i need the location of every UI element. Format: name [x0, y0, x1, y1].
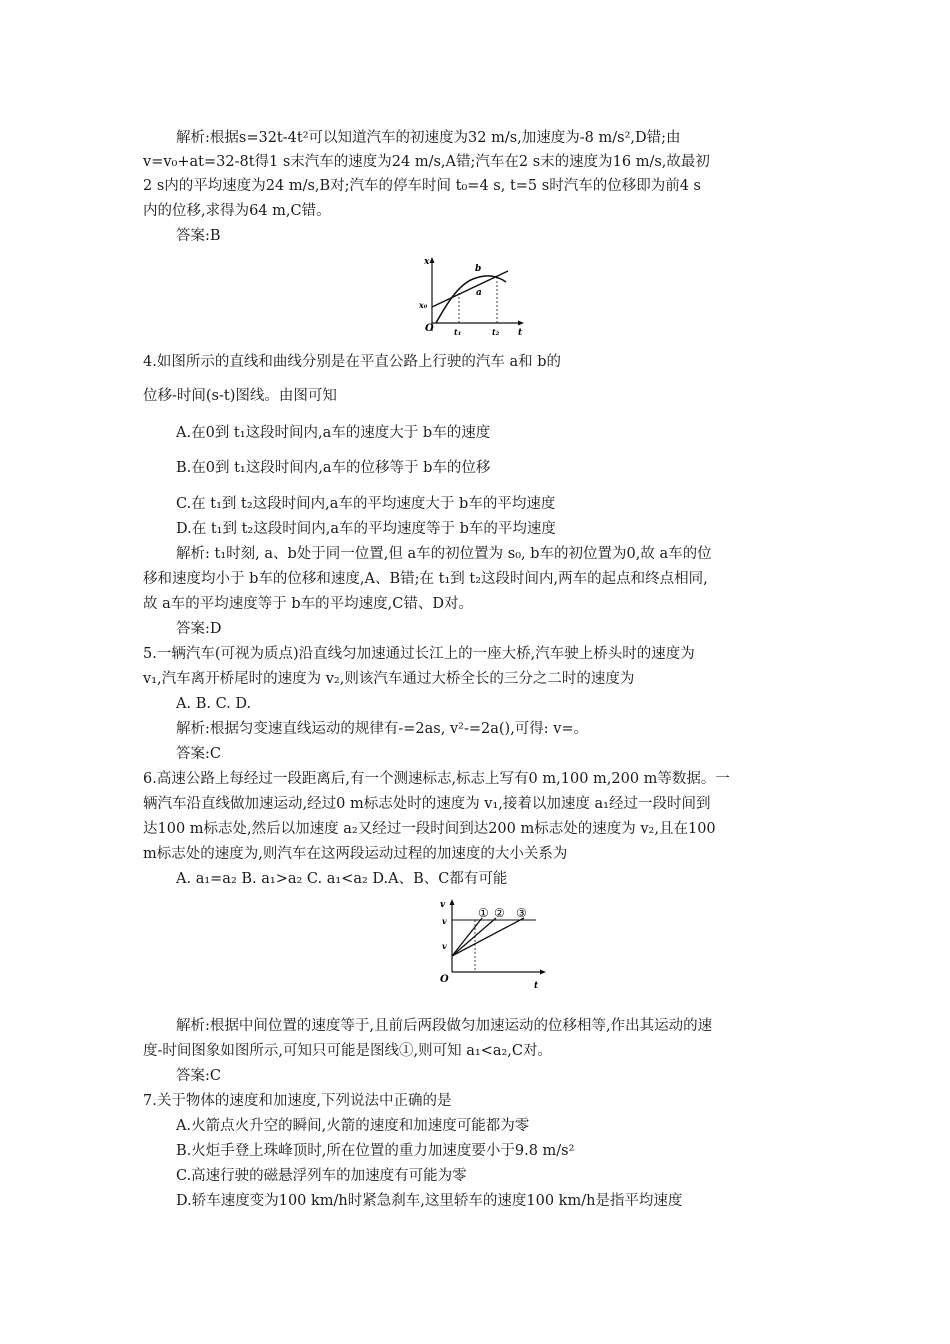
q4-analysis-line-2: 移和速度均小于 b车的位移和速度,A、B错;在 t₁到 t₂这段时间内,两车的起点和终点相同,	[143, 571, 708, 587]
t2-label: t₂	[492, 327, 500, 337]
q4-analysis-line-3: 故 a车的平均速度等于 b车的平均速度,C错、D对。	[143, 596, 473, 612]
q7-option-b: B.火炬手登上珠峰顶时,所在位置的重力加速度要小于9.8 m/s²	[176, 1143, 575, 1159]
q4-option-c: C.在 t₁到 t₂这段时间内,a车的平均速度大于 b车的平均速度	[176, 496, 556, 512]
q6-stem-line-3: 达100 m标志处,然后以加速度 a₂又经过一段时间到达200 m标志处的速度为 v₂,且在100	[143, 821, 716, 837]
y-axis-label: x	[424, 257, 430, 267]
q3-analysis-line-1: 解析:根据s=32t-4t²可以知道汽车的初速度为32 m/s,加速度为-8 m/s²,D错;由	[176, 130, 681, 146]
origin-label: O	[425, 323, 434, 334]
q6-stem-line-1: 6.高速公路上每经过一段距离后,有一个测速标志,标志上写有0 m,100 m,200 m等数据。一	[143, 771, 730, 787]
q7-option-a: A.火箭点火升空的瞬间,火箭的速度和加速度可能都为零	[176, 1118, 530, 1134]
x-axis-arrow	[540, 970, 546, 975]
q3-analysis-line-4: 内的位移,求得为64 m,C错。	[143, 203, 331, 219]
q6-analysis-line-2: 度-时间图象如图所示,可知只可能是图线①,则可知 a₁<a₂,C对。	[143, 1043, 552, 1059]
q5-options: A. B. C. D.	[176, 696, 252, 712]
curve-b-label: b	[475, 264, 482, 274]
y-axis-label: v	[440, 900, 446, 910]
curve-1-label: ①	[478, 906, 489, 920]
q4-option-a: A.在0到 t₁这段时间内,a车的速度大于 b车的速度	[176, 425, 491, 441]
q3-analysis-line-2: v=v₀+at=32-8t得1 s末汽车的速度为24 m/s,A错;汽车在2 s末的速度为16 m/s,故最初	[143, 154, 710, 170]
x0-label: x₀	[419, 300, 428, 310]
q4-stem-line-2: 位移-时间(s-t)图线。由图可知	[143, 388, 337, 404]
y-axis-arrow	[450, 899, 455, 905]
q4-option-d: D.在 t₁到 t₂这段时间内,a车的平均速度等于 b车的平均速度	[176, 521, 556, 537]
q7-stem: 7.关于物体的速度和加速度,下列说法中正确的是	[143, 1093, 452, 1109]
q3-analysis-line-3: 2 s内的平均速度为24 m/s,B对;汽车的停车时间 t₀=4 s, t=5 s时汽车的位移即为前4 s	[143, 178, 701, 194]
v-top-label: v	[442, 916, 447, 926]
q6-options: A. a₁=a₂ B. a₁>a₂ C. a₁<a₂ D.A、B、C都有可能	[176, 871, 508, 887]
q7-option-d: D.轿车速度变为100 km/h时紧急刹车,这里轿车的速度100 km/h是指平均速度	[176, 1193, 683, 1209]
q5-answer: 答案:C	[176, 746, 221, 762]
q5-stem-line-2: v₁,汽车离开桥尾时的速度为 v₂,则该汽车通过大桥全长的三分之二时的速度为	[143, 671, 635, 687]
curve-2-label: ②	[494, 906, 505, 920]
vt-graph-figure	[418, 896, 550, 992]
q6-stem-line-2: 辆汽车沿直线做加速运动,经过0 m标志处时的速度为 v₁,接着以加速度 a₁经过一段时间到	[143, 796, 711, 812]
q6-answer: 答案:C	[176, 1068, 221, 1084]
q4-analysis-line-1: 解析: t₁时刻, a、b处于同一位置,但 a车的初位置为 s₀, b车的初位置为0,故 a车的位	[176, 546, 712, 562]
line-a-label: a	[476, 288, 482, 298]
q5-analysis: 解析:根据匀变速直线运动的规律有-=2as, v²-=2a(),可得: v=。	[176, 721, 589, 737]
curve-1	[452, 918, 482, 956]
t1-label: t₁	[454, 327, 462, 337]
q3-answer: 答案:B	[176, 228, 221, 244]
curve-2	[452, 918, 496, 956]
curve-3-label: ③	[516, 906, 527, 920]
x-axis-label: t	[534, 981, 539, 991]
q4-answer: 答案:D	[176, 621, 222, 637]
q4-stem-line-1: 4.如图所示的直线和曲线分别是在平直公路上行驶的汽车 a和 b的	[143, 354, 561, 370]
q7-option-c: C.高速行驶的磁悬浮列车的加速度有可能为零	[176, 1168, 467, 1184]
curve-3	[452, 918, 524, 956]
q6-analysis-line-1: 解析:根据中间位置的速度等于,且前后两段做匀加速运动的位移相等,作出其运动的速	[176, 1018, 713, 1034]
v-mid-label: v	[442, 941, 447, 951]
y-axis-arrow	[430, 257, 435, 263]
q4-option-b: B.在0到 t₁这段时间内,a车的位移等于 b车的位移	[176, 460, 491, 476]
x-axis-arrow	[518, 321, 524, 326]
x-axis-label: t	[518, 328, 523, 337]
q6-stem-line-4: m标志处的速度为,则汽车在这两段运动过程的加速度的大小关系为	[143, 846, 568, 862]
st-graph-figure	[418, 255, 530, 337]
origin-label: O	[440, 974, 449, 985]
q5-stem-line-1: 5.一辆汽车(可视为质点)沿直线匀加速通过长江上的一座大桥,汽车驶上桥头时的速度为	[143, 646, 695, 662]
